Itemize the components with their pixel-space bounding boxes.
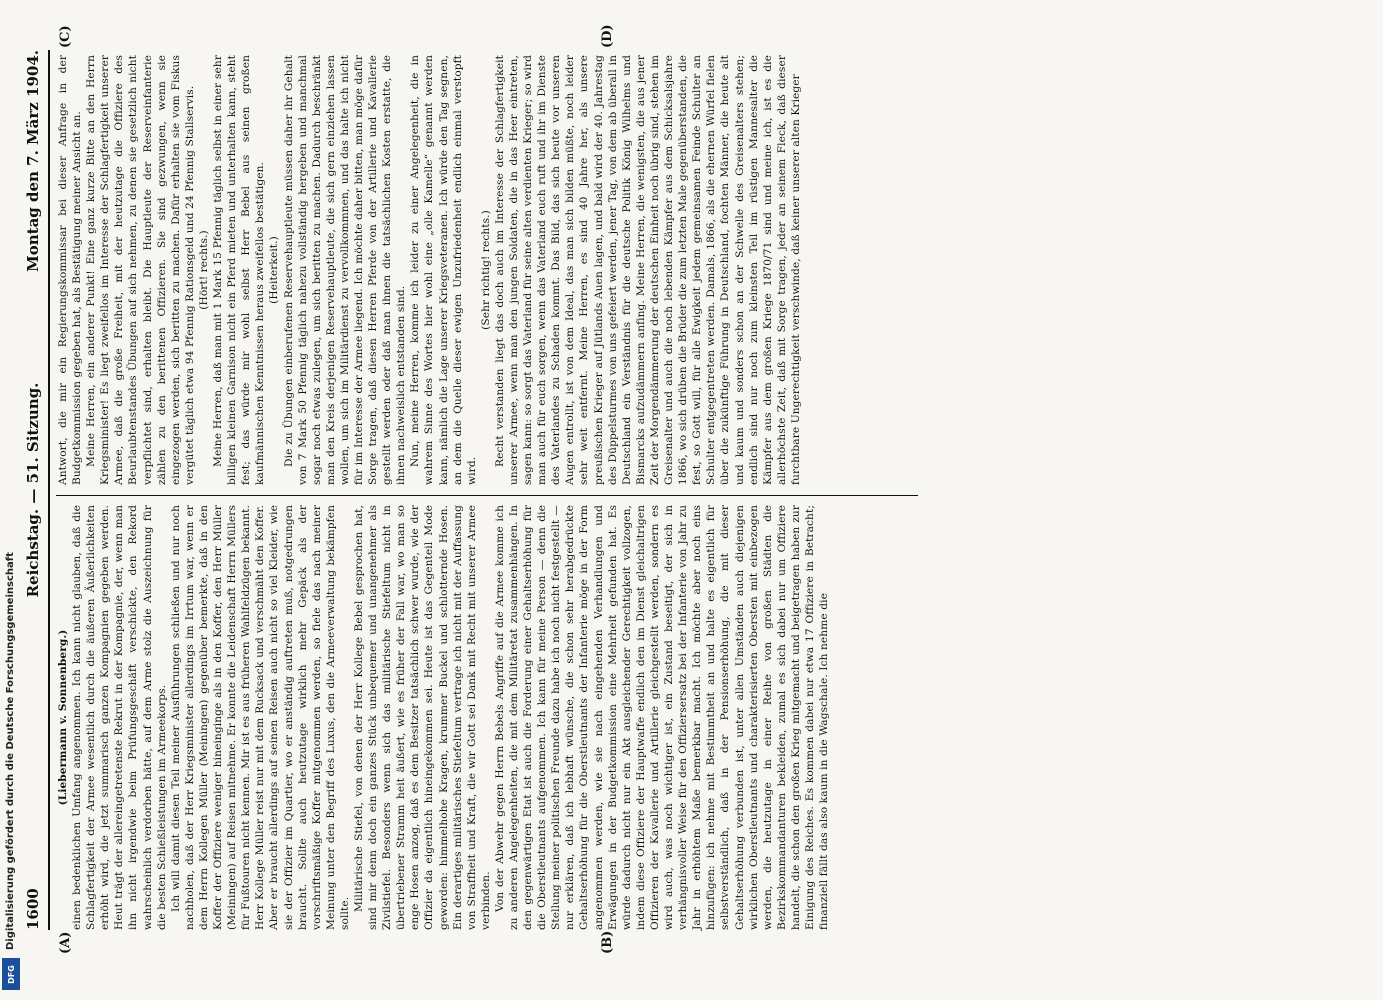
page-header: [22, 50, 50, 930]
margin-letter-d: (D): [600, 24, 615, 48]
margin-letter-a: (A): [58, 931, 73, 954]
credit-strip: [2, 10, 20, 990]
paragraph: Nun, meine Herren, komme ich leider zu einer Angelegenheit, die in wahrem Sinne des Wortes hier wohl eine „olle Kamelle“ genannt werden kann, nämlich die Lage unserer Kriegsveteranen. Ich würde den Tag segnen, an dem die Quelle dieser ewigen Unzufriedenheit endlich einmal verstopft wird.: [409, 55, 478, 485]
column-divider: [56, 495, 918, 496]
paragraph: Antwort, die mir ein Regierungskommissar bei dieser Anfrage in der Budgetkommission gegeben hat, als Bestätigung meiner Ansicht an.: [57, 55, 84, 485]
left-column: [56, 505, 831, 930]
interjection: (Sehr richtig! rechts.): [479, 210, 492, 330]
paragraph: einen bedenklichen Umfang angenommen. Ich kann nicht glauben, daß die Schlagfertigkeit der Armee wesentlich durch die äußeren Äußerlichkeiten erhöht wird, die jetzt summarisch ganzen Kompagnien gegeben werden. Heut trägt der allereingetretenste Rekrut in der Kompagnie, der, wenn man ihn nicht irgendwie beim Prüfungsgeschäft verschickte, den Rekord wahrscheinlich verdorben hätte, auf dem Arme stolz die Auszeichnung für die besten Schießleistungen im Armeekorps.: [71, 505, 168, 930]
dfg-credit-text: Digitalisierung gefördert durch die Deutsche Forschungsgemeinschaft: [5, 552, 16, 950]
paragraph: Militärische Stiefel, von denen der Herr Kollege Bebel gesprochen hat, sind mir denn doch ein ganzes Stück unbequemer und unangenehmer als Zivilstiefel. Besonders wenn sich das militärische Stiefeltum nicht in übertriebener Stramm heit äußert, wie es früher der Fall war, wo man so enge Hosen anzog, daß es dem Besitzer tatsächlich schwer wurde, wie der Offizier da eigentlich hineingekommen sei. Heute ist das Gegenteil Mode geworden: himmelhohe Kragen, krummer Buckel und schlotternde Hosen. Ein derartiges militärisches Stiefeltum vertrage ich nicht mit der Auffassung von Straffheit und Kraft, die wir Gott sei Dank mit Recht mit unserer Armee verbinden.: [352, 505, 492, 930]
dfg-logo: DFG: [2, 958, 20, 990]
right-column: [56, 55, 803, 485]
interjection: (Hört! rechts.): [197, 230, 210, 310]
paragraph: Recht verstanden liegt das doch auch im Interesse der Schlagfertigkeit unserer Armee, wenn man den jungen Soldaten, die in das Heer eintreten, sagen kann: so sorgt das Vaterland für seine alten verdienten Krieger; so wird man auch für euch sorgen, wenn das Vaterland euch ruft und ihr im Dienste des Vaterlandes zu Schaden kommt. Das Bild, das sich heute vor unseren Augen entrollt, ist von dem Ideal, das man sich bilden müßte, noch leider sehr weit entfernt. Meine Herren, es sind 40 Jahre her, als unsere preußischen Krieger auf Jütlands Auen lagen, und bald wird der 40. Jahrestag des Düppelsturmes von uns gefeiert werden, jener Tag, von dem ab überall in Deutschland ein Verständnis für die deutsche Politik König Wilhelms und Bismarcks aufzudämmern anfing. Meine Herren, die wenigsten, die aus jener Zeit der Morgendämmerung der deutschen Einheit noch übrig sind, stehen im Greisenalter und auch die noch lebenden Kämpfer aus dem Schicksalsjahre 1866, wo sich drüben die Brüder die zum letzten Male gegenüberstanden, die fest, so Gott will, für alle Ewigkeit jedem gemeinsamen Feinde Schulter an Schulter entgegentreten werden. Damals, 1866, als die ehernen Würfel fielen über die zukünftige Führung in Deutschland, fochten Männer, die heute alt und kaum und sonders schon an der Schwelle des Greisenalters stehen; endlich sind nur noch zum kleinsten Teil im rüstigen Mannesalter die Kämpfer aus dem großen Kriege 1870/71 sind und meine ich, ist es die allerhöchste Zeit, daß mit Sorge tragen, jeder an seinem Fleck, daß dieser furchtbare Ungerechtigkeit verschwinde, daß keiner unserer alten Krieger: [493, 55, 802, 485]
page-date: Montag den 7. März 1904.: [24, 50, 42, 272]
interjection: (Heiterkeit.): [268, 236, 281, 304]
page-number: 1600: [24, 888, 42, 930]
paragraph: Die zu Übungen einberufenen Reservehauptleute müssen daher ihr Gehalt von 7 Mark 50 Pfennig täglich nahezu vollständig hergeben und manchmal sogar noch etwas zulegen, um sich beritten zu machen. Dadurch beschränkt man den Kreis derjenigen Reservehauptleute, die sich gern einziehen lassen wollen, um sich im Militärdienst zu vervollkommnen, und das halte ich nicht für im Interesse der Armee liegend. Ich möchte daher bitten, man möge dafür Sorge tragen, daß diesen Herren Pferde von der Artillerie und Kavallerie gestellt werden oder daß man ihnen die tatsächlichen Kosten erstatte, die ihnen nachweislich entstanden sind.: [282, 55, 408, 485]
paragraph: Von der Abwehr gegen Herrn Bebels Angriffe auf die Armee komme ich zu anderen Angelegenheiten, die mit dem Militäretat zusammenhängen. In den gegenwärtigen Etat ist auch die Forderung einer Gehaltserhöhung für die Oberstleutnants aufgenommen. Ich kann für meine Person — denn die Stellung meiner politischen Freunde dazu habe ich noch nicht festgestellt — nur erklären, daß ich lebhaft wünsche, die schon sehr herabgedrückte Gehaltserhöhung für die Oberstleutnants der Infanterie möge in der Form angenommen werden, wie sie nach eingehenden Verhandlungen und Erwägungen in der Budgetkommission eine Mehrheit gefunden hat. Es würde dadurch nicht nur ein Akt ausgleichender Gerechtigkeit vollzogen, indem diese Offiziere der Hauptwaffe endlich den im Dienst gleichaltrigen Offizieren der Kavallerie und Artillerie gleichgestellt werden, sondern es wird auch, was noch wichtiger ist, ein Zustand beseitigt, der sich in verhängnisvoller Weise für den Offiziersersatz bei der Infanterie von Jahr zu Jahr in erhöhtem Maße bemerkbar macht. Ich möchte aber noch eins hinzufügen: ich nehme mit Bestimmtheit an und halte es eigentlich für selbstverständlich, daß in der Pensionserhöhung, die mit dieser Gehaltserhöhung verbunden ist, unter allen Umständen auch diejenigen wirklichen Oberstleutnants und charakterisierten Obersten mit einbezogen werden, die heutzutage in einer Reihe von großen Städten die Bezirkskommandanturen bekleiden, zumal es sich dabei nur um Offiziere handelt, die schon den großen Krieg mitgemacht und beigetragen haben zur Einigung des Reiches. Es kommen dabei nur etwa 17 Offiziere in Betracht; finanziell fällt das also kaum in die Wagschale. Ich nehme die: [493, 505, 831, 930]
paragraph: Meine Herren, daß man mit 1 Mark 15 Pfennig täglich selbst in einer sehr billigen kleinen Garnison nicht ein Pferd mieten und unterhalten kann, steht fest; das würde mir wohl selbst Herr Bebel aus seinen großen kaufmännischen Kenntnissen heraus zweifellos bestätigen.: [212, 55, 267, 485]
paragraph: Ich will damit diesen Teil meiner Ausführungen schließen und nur noch nachholen, daß der Herr Kriegsminister allerdings im Irrtum war, wenn er dem Herrn Kollegen Müller (Meiningen) gegenüber bemerkte, daß in den Koffer der Offiziere weniger hineinginge als in den Koffer, den Herr Müller (Meiningen) auf Reisen mitnehme. Er konnte die Leidenschaft Herrn Müllers für Fußtouren nicht kennen. Mir ist es aus früheren Wahlfeldzügen bekannt. Herr Kollege Müller reist nur mit dem Rucksack und verschmäht den Koffer. Aber er braucht allerdings auf seinen Reisen auch nicht so viel Kleider, wie sie der Offizier im Quartier, wo er anständig auftreten muß, notgedrungen braucht. Sollte auch heutzutage wirklich mehr Gepäck als der vorschriftsmäßige Koffer mitgenommen werden, so fiele das nach meiner Meinung unter den Begriff des Luxus, den die Armeeverwaltung bekämpfen sollte.: [169, 505, 351, 930]
margin-letter-c: (C): [58, 25, 73, 48]
page-title: Reichstag. — 51. Sitzung.: [24, 382, 42, 598]
speaker-name: (Liebermann v. Sonnenberg.): [57, 629, 69, 806]
margin-letter-b: (B): [600, 930, 615, 954]
paragraph: Meine Herren, ein anderer Punkt! Eine ganz kurze Bitte an den Herrn Kriegsminister! Es liegt zweifellos im Interesse der Schlagfertigkeit unserer Armee, daß die große Freiheit, mit der heutzutage die Offiziere des Beurlaubtenstandes Übungen auf sich nehmen, zu denen sie gesetzlich nicht verpflichtet sind, erhalten bleibt. Die Hauptleute der Reserveinfanterie zählen zu den berittenen Offizieren. Sie sind gezwungen, wenn sie eingezogen werden, sich beritten zu machen. Dafür erhalten sie vom Fiskus vergütet täglich etwa 94 Pfennig Rationsgeld und 24 Pfennig Stallservis.: [85, 55, 196, 485]
